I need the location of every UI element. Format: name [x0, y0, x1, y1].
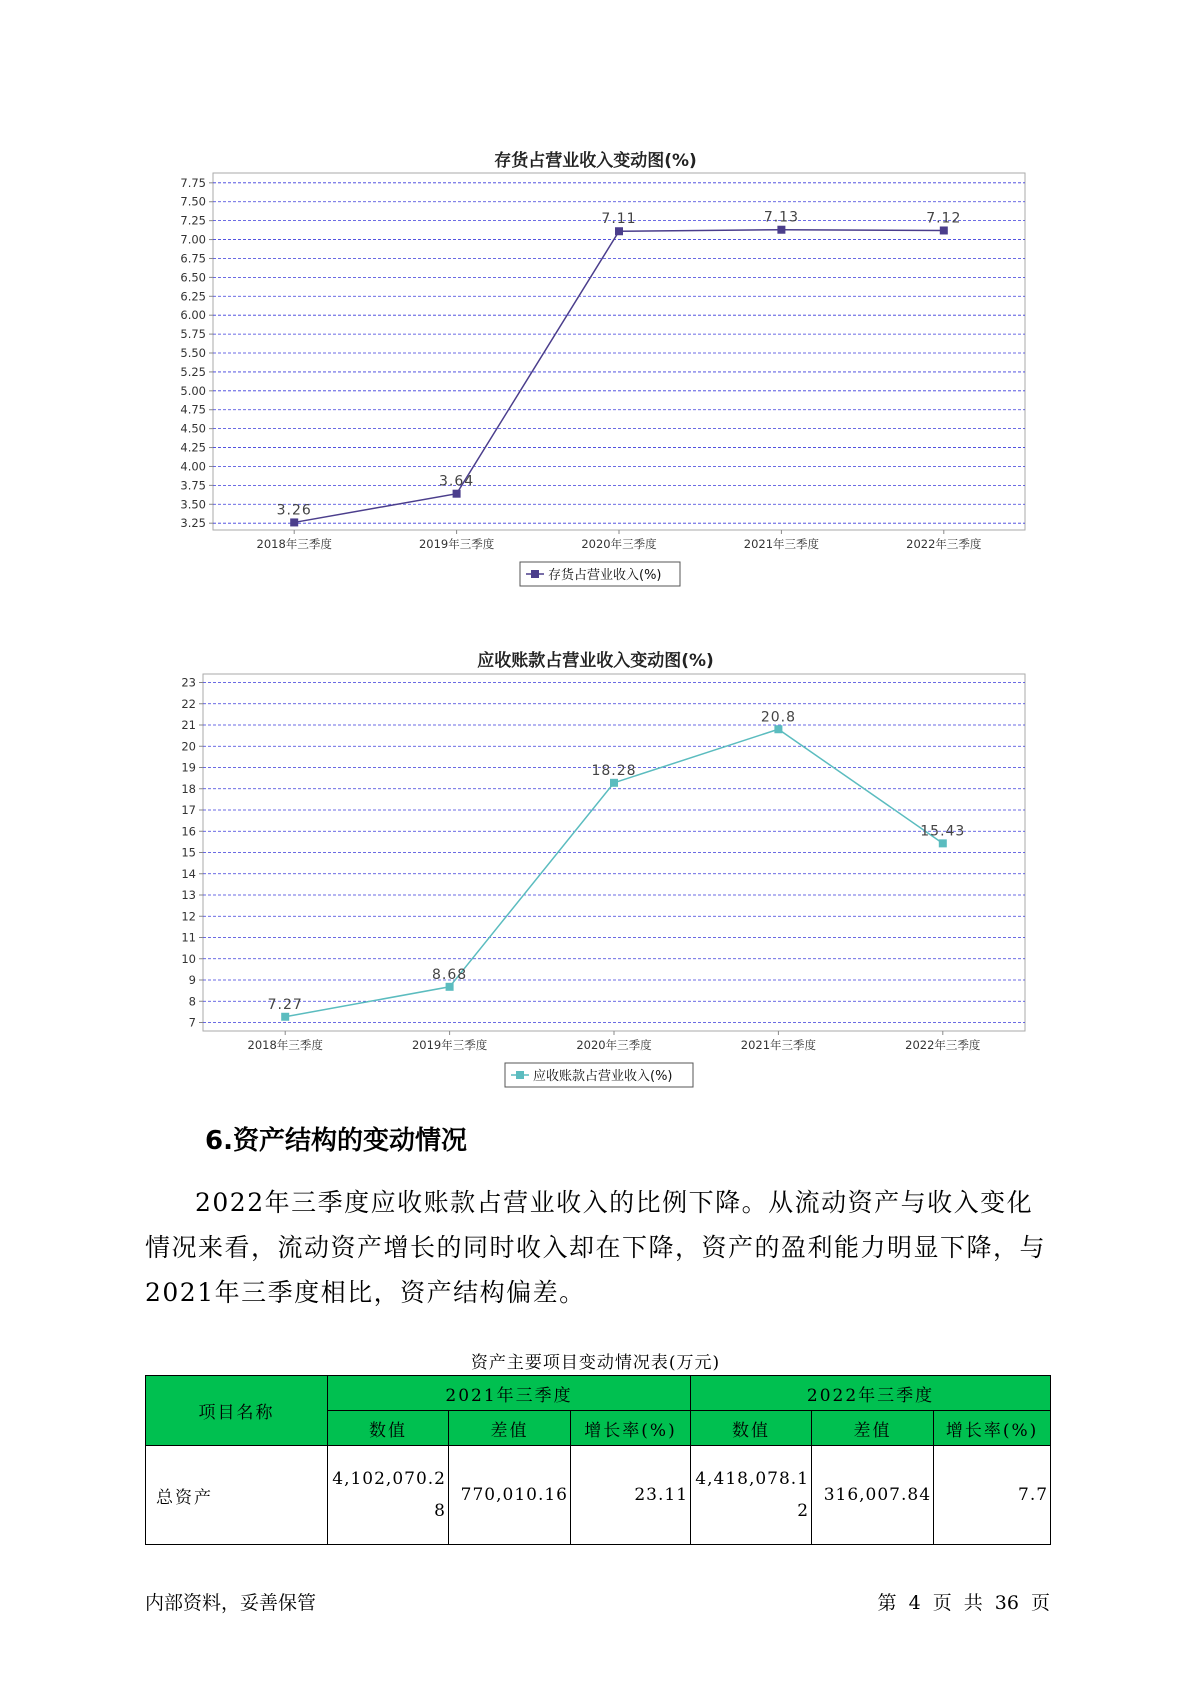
x-tick-label: 2022年三季度 [905, 1038, 981, 1052]
y-tick-label: 20 [181, 739, 196, 754]
data-label: 8.68 [432, 966, 468, 983]
cell-2021-growth: 23.11 [571, 1446, 691, 1545]
y-tick-label: 10 [181, 951, 196, 966]
cell-2022-growth: 7.7 [934, 1446, 1051, 1545]
chart1-title: 存货占营业收入变动图(%) [494, 151, 697, 171]
header-2022q3: 2022年三季度 [691, 1376, 1051, 1411]
y-tick-label: 5.25 [180, 364, 206, 379]
y-tick-label: 7.75 [180, 175, 206, 190]
y-tick-label: 4.75 [180, 402, 206, 417]
y-tick-label: 6.00 [180, 308, 206, 323]
y-tick-label: 23 [181, 675, 196, 690]
data-point [281, 1013, 289, 1021]
y-tick-label: 18 [181, 781, 196, 796]
cell-2022-diff: 316,007.84 [812, 1446, 934, 1545]
header-item-name: 项目名称 [146, 1376, 328, 1446]
header-2021q3: 2021年三季度 [328, 1376, 691, 1411]
section-heading: 6.资产结构的变动情况 [205, 1126, 467, 1156]
y-tick-label: 5.00 [180, 383, 206, 398]
y-tick-label: 17 [181, 803, 196, 817]
x-tick-label: 2020年三季度 [576, 1038, 652, 1052]
subheader-growth: 增长率(%) [571, 1411, 691, 1446]
y-tick-label: 6.50 [180, 270, 206, 285]
footer-confidential: 内部资料，妥善保管 [145, 1592, 317, 1614]
data-label: 20.8 [760, 709, 796, 726]
x-tick-label: 2018年三季度 [247, 1038, 323, 1052]
subheader-growth: 增长率(%) [934, 1411, 1051, 1446]
footer-page-number: 第 4 页 共 36 页 [877, 1592, 1050, 1614]
data-point [446, 983, 454, 991]
row-name: 总资产 [146, 1446, 328, 1545]
y-tick-label: 19 [181, 760, 196, 775]
table-row [146, 1446, 1051, 1545]
y-tick-label: 3.25 [180, 516, 206, 531]
y-tick-label: 7 [188, 1015, 196, 1030]
x-tick-label: 2019年三季度 [411, 1038, 488, 1052]
data-point [939, 839, 947, 847]
y-tick-label: 3.50 [180, 497, 206, 512]
data-label: 7.27 [267, 996, 303, 1013]
data-point [774, 725, 782, 733]
y-tick-label: 6.75 [180, 251, 206, 266]
cell-2021-diff: 770,010.16 [449, 1446, 571, 1545]
legend-label: 应收账款占营业收入(%) [533, 1069, 673, 1084]
y-tick-label: 15 [181, 845, 196, 860]
subheader-value: 数值 [328, 1411, 449, 1446]
table-caption: 资产主要项目变动情况表(万元) [470, 1353, 721, 1373]
asset-change-table [145, 1375, 1051, 1545]
y-tick-label: 4.25 [180, 440, 206, 455]
chart2-title: 应收账款占营业收入变动图(%) [477, 651, 714, 671]
x-tick-label: 2021年三季度 [740, 1038, 817, 1052]
y-tick-label: 11 [181, 930, 196, 945]
data-label: 7.12 [926, 210, 962, 227]
y-tick-label: 4.50 [180, 421, 206, 436]
y-tick-label: 7.00 [180, 232, 206, 247]
cell-2021-value: 4,102,070.28 [328, 1446, 449, 1545]
y-tick-label: 13 [181, 888, 196, 902]
y-tick-label: 6.25 [180, 289, 206, 304]
data-label: 3.64 [439, 473, 475, 490]
x-tick-label: 2020年三季度 [581, 537, 657, 551]
x-tick-label: 2018年三季度 [256, 537, 332, 551]
data-label: 18.28 [591, 762, 637, 779]
data-label: 7.11 [601, 211, 637, 228]
y-tick-label: 7.25 [180, 213, 206, 228]
y-tick-label: 21 [181, 718, 196, 732]
data-label: 7.13 [763, 209, 799, 226]
cell-2022-value: 4,418,078.12 [691, 1446, 812, 1545]
subheader-value: 数值 [691, 1411, 812, 1446]
y-tick-label: 7.50 [180, 194, 206, 209]
body-paragraph: 2022年三季度应收账款占营业收入的比例下降。从流动资产与收入变化情况来看，流动资产增长的同时收入却在下降，资产的盈利能力明显下降，与2021年三季度相比，资产结构偏差。 [145, 1188, 1047, 1307]
data-label: 3.26 [276, 502, 312, 519]
data-point [610, 779, 618, 787]
y-tick-label: 5.50 [180, 346, 206, 361]
x-tick-label: 2022年三季度 [906, 537, 982, 551]
y-tick-label: 12 [181, 909, 196, 924]
y-tick-label: 14 [181, 866, 196, 881]
y-tick-label: 5.75 [180, 327, 206, 342]
y-tick-label: 16 [181, 824, 196, 839]
x-tick-label: 2021年三季度 [743, 537, 820, 551]
y-tick-label: 22 [181, 696, 196, 711]
legend-label: 存货占营业收入(%) [548, 568, 662, 583]
subheader-diff: 差值 [812, 1411, 934, 1446]
data-label: 15.43 [920, 823, 966, 840]
y-tick-label: 9 [188, 973, 196, 987]
y-tick-label: 8 [188, 994, 196, 1009]
legend-swatch-marker [516, 1071, 524, 1079]
y-tick-label: 4.00 [180, 459, 206, 474]
subheader-diff: 差值 [449, 1411, 571, 1446]
x-tick-label: 2019年三季度 [418, 537, 495, 551]
y-tick-label: 3.75 [180, 478, 206, 493]
